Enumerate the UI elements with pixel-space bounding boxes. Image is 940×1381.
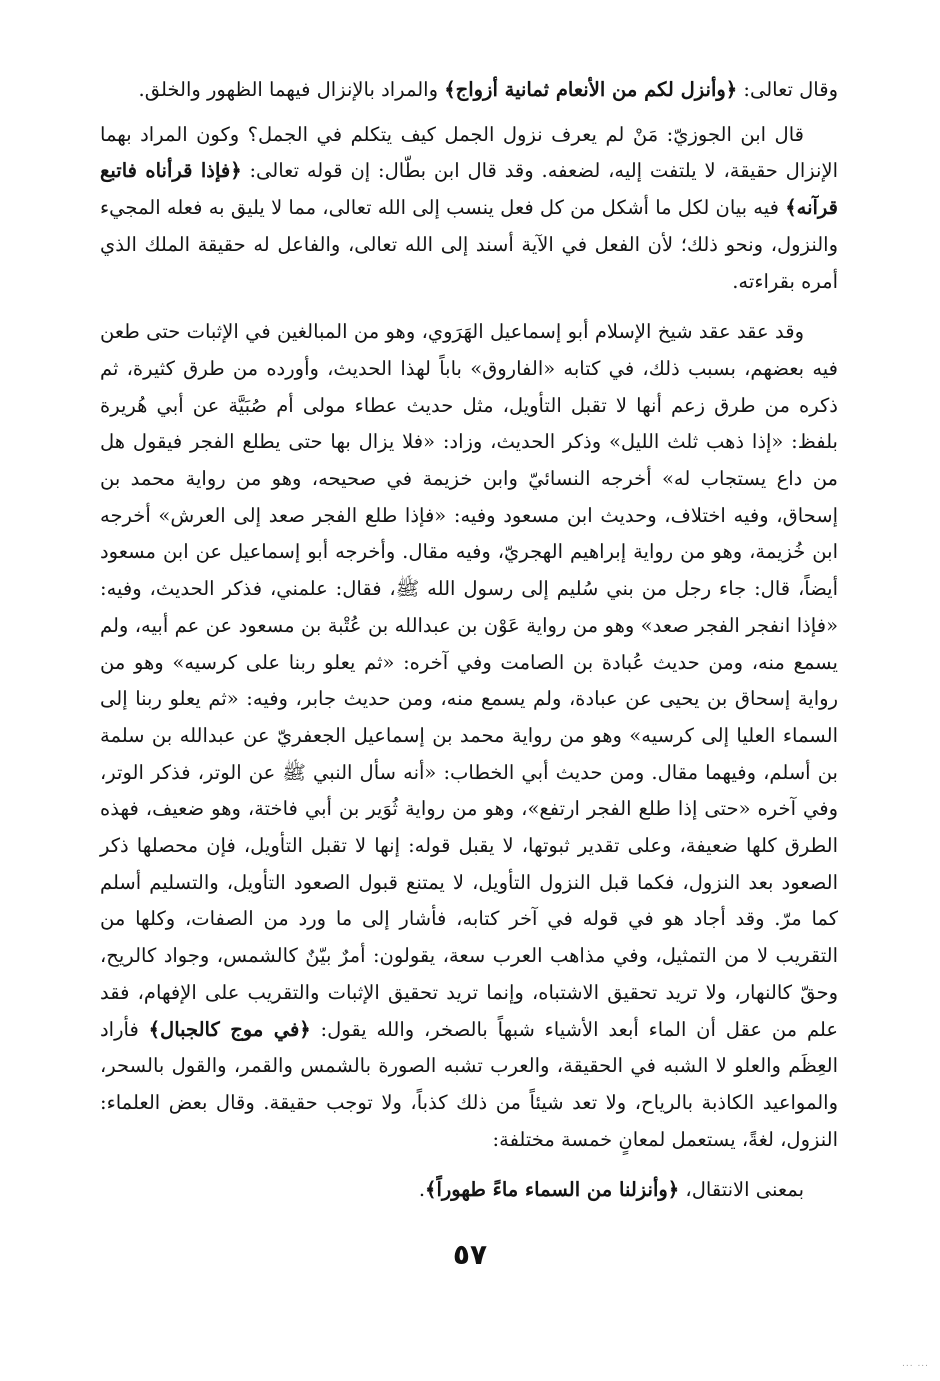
quran-verse: ﴿فإذا قرأناه فاتبع قرآنه﴾ — [100, 159, 838, 220]
page-body — [100, 72, 838, 1209]
quran-verse: ﴿وأنزلنا من السماء ماءً طهوراً﴾ — [425, 1178, 680, 1202]
paragraph-4: بمعنى الانتقال، ﴿وأنزلنا من السماء ماءً طهوراً﴾. — [418, 1178, 804, 1202]
page-number: ٥٧ — [452, 1238, 488, 1271]
quran-verse: ﴿في موج كالجبال﴾ — [148, 1017, 311, 1041]
paragraph-2: قال ابن الجوزيّ: مَنْ لم يعرف نزول الجمل كيف يتكلم في الجمل؟ وكون المراد بهما الإنزال حقيقة، لا يلتفت إليه، لضعفه. وقد قال ابن بطّال: إن قوله تعالى: ﴿فإذا قرأناه فاتبع قرآنه﴾ فيه بيان لكل ما أشكل من كل فعل ينسب إلى الله تعالى، مما لا يليق به فعله المجيء والنزول، ونحو ذلك؛ لأن الفعل في الآية أسند إلى الله تعالى، والفاعل له حقيقة الملك الذي أمره بقراءته. — [100, 122, 838, 293]
scan-corner-mark: ... ... — [902, 1359, 930, 1369]
paragraph-1: وقال تعالى: ﴿وأنزل لكم من الأنعام ثمانية أزواج﴾ والمراد بالإنزال فيهما الظهور والخلق. — [138, 78, 838, 101]
quran-verse: ﴿وأنزل لكم من الأنعام ثمانية أزواج﴾ — [444, 78, 738, 101]
paragraph-3: وقد عقد عقد شيخ الإسلام أبو إسماعيل الهَرَوي، وهو من المبالغين في الإثبات حتى طعن فيه بعضهم، بسبب ذلك، في كتابه «الفاروق» باباً لهذا الحديث، وأورده من طرق كثيرة، ثم ذكره من طرق زعم أنها لا تقبل التأويل، مثل حديث عطاء مولى أم صُبَيَّة عن أبي هُريرة بلفظ: «إذا ذهب ثلث الليل» وذكر الحديث، وزاد: «فلا يزال بها حتى يطلع الفجر فيقول هل من داع يستجاب له» أخرجه النسائيّ وابن خزيمة في صحيحه، وهو من رواية محمد بن إسحاق، وفيه اختلاف، وحديث ابن مسعود وفيه: «فإذا طلع الفجر صعد إلى العرش» أخرجه ابن خُزيمة، وهو من رواية إبراهيم الهجريّ، وفيه مقال. وأخرجه أبو إسماعيل عن ابن مسعود أيضاً، قال: جاء رجل من بني سُليم إلى رسول الله ﷺ، فقال: علمني، فذكر الحديث، وفيه: «فإذا انفجر الفجر صعد» وهو من رواية عَوْن بن عبدالله بن عُتْبة بن مسعود عن عم أبيه، ولم يسمع منه، ومن حديث عُبادة بن الصامت وفي آخره: «ثم يعلو ربنا على كرسيه» وهو من رواية إسحاق بن يحيى عن عبادة، ولم يسمع منه، ومن حديث جابر، وفيه: «ثم يعلو ربنا إلى السماء العليا إلى كرسيه» وهو من رواية محمد بن إسماعيل الجعفريّ عن عبدالله بن سلمة بن أسلم، وفيهما مقال. ومن حديث أبي الخطاب: «أنه سأل النبي ﷺ عن الوتر، فذكر الوتر، وفي آخره «حتى إذا طلع الفجر ارتفع»، وهو من رواية ثُوَير بن أبي فاختة، وهو ضعيف، فهذه الطرق كلها ضعيفة، وعلى تقدير ثبوتها، لا يقبل قوله: إنها لا تقبل التأويل، فإن محصلها ذكر الصعود بعد النزول، فكما قبل النزول التأويل، لا يمتنع قبول الصعود التأويل، والتسليم أسلم كما مرّ. وقد أجاد هو في قوله في آخر كتابه، فأشار إلى ما ورد من الصفات، وكلها من التقريب لا من التمثيل، وفي مذاهب العرب سعة، يقولون: أمرٌ بيّنٌ كالشمس، وجواد كالريح، وحقّ كالنهار، ولا تريد تحقيق الاشتباه، وإنما تريد تحقيق الإثبات والتقريب على الإفهام، فقد علم من عقل أن الماء أبعد الأشياء شبهاً بالصخر، والله يقول: ﴿في موج كالجبال﴾ فأراد العِظَم والعلو لا الشبه في الحقيقة، والعرب تشبه الصورة بالشمس والقمر، والقول بالسحر، والمواعيد الكاذبة بالرياح، ولا تعد شيئاً من ذلك كذباً، ولا توجب حقيقة. وقال بعض العلماء: النزول، لغةً، يستعمل لمعانٍ خمسة مختلفة: — [100, 320, 839, 1151]
